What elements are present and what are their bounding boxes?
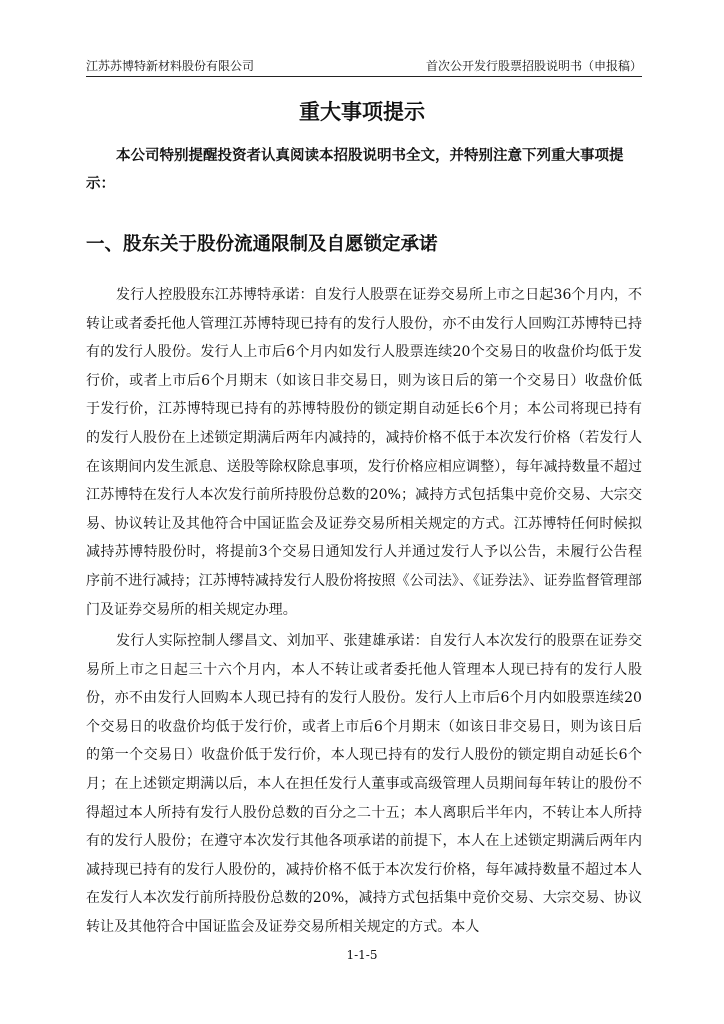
page-number: 1-1-5 xyxy=(346,948,378,962)
intro-notice: 本公司特别提醒投资者认真阅读本招股说明书全文，并特别注意下列重大事项提示： xyxy=(86,147,624,192)
document-name: 首次公开发行股票招股说明书（申报稿） xyxy=(425,59,642,73)
paragraph-actual-controllers: 发行人实际控制人缪昌文、刘加平、张建雄承诺：自发行人本次发行的股票在证券交易所上市之日起三十六个月内，本人不转让或者委托他人管理本人现已持有的发行人股份，亦不由发行人回购本人现已持有的发行人股份。发行人上市后6个月内如股票连续20个交易日的收盘价均低于发行价，或者上市后6个月期末（如该日非交易日，则为该日后的第一个交易日）收盘价低于发行价，本人现已持有的发行人股份的锁定期自动延长6个月；在上述锁定期满以后，本人在担任发行人董事或高级管理人员期间每年转让的股份不得超过本人所持有发行人股份总数的百分之二十五；本人离职后半年内，不转让本人所持有的发行人股份；在遵守本次发行其他各项承诺的前提下，本人在上述锁定期满后两年内减持现已持有的发行人股份的，减持价格不低于本次发行价格，每年减持数量不超过本人在发行人本次发行前所持股份总数的20%，减持方式包括集中竞价交易、大宗交易、协议转让及其他符合中国证监会及证券交易所相关规定的方式。本人 xyxy=(86,633,642,935)
page-header xyxy=(86,56,642,77)
company-name: 江苏苏博特新材料股份有限公司 xyxy=(86,59,255,73)
page-title: 重大事项提示 xyxy=(299,100,425,124)
section-heading: 一、股东关于股份流通限制及自愿锁定承诺 xyxy=(86,234,438,255)
paragraph-controlling-shareholder: 发行人控股股东江苏博特承诺：自发行人股票在证券交易所上市之日起36个月内，不转让或者委托他人管理江苏博特现已持有的发行人股份，亦不由发行人回购江苏博特已持有的发行人股份。发行人上市后6个月内如发行人股票连续20个交易日的收盘价均低于发行价，或者上市后6个月期末（如该日非交易日，则为该日后的第一个交易日）收盘价低于发行价，江苏博特现已持有的苏博特股份的锁定期自动延长6个月；本公司将现已持有的发行人股份在上述锁定期满后两年内减持的，减持价格不低于本次发行价格（若发行人在该期间内发生派息、送股等除权除息事项，发行价格应相应调整），每年减持数量不超过江苏博特在发行人本次发行前所持股份总数的20%；减持方式包括集中竞价交易、大宗交易、协议转让及其他符合中国证监会及证券交易所相关规定的方式。江苏博特任何时候拟减持苏博特股份时，将提前3个交易日通知发行人并通过发行人予以公告，未履行公告程序前不进行减持；江苏博特减持发行人股份将按照《公司法》、《证券法》、证券监督管理部门及证券交易所的相关规定办理。 xyxy=(86,287,642,618)
